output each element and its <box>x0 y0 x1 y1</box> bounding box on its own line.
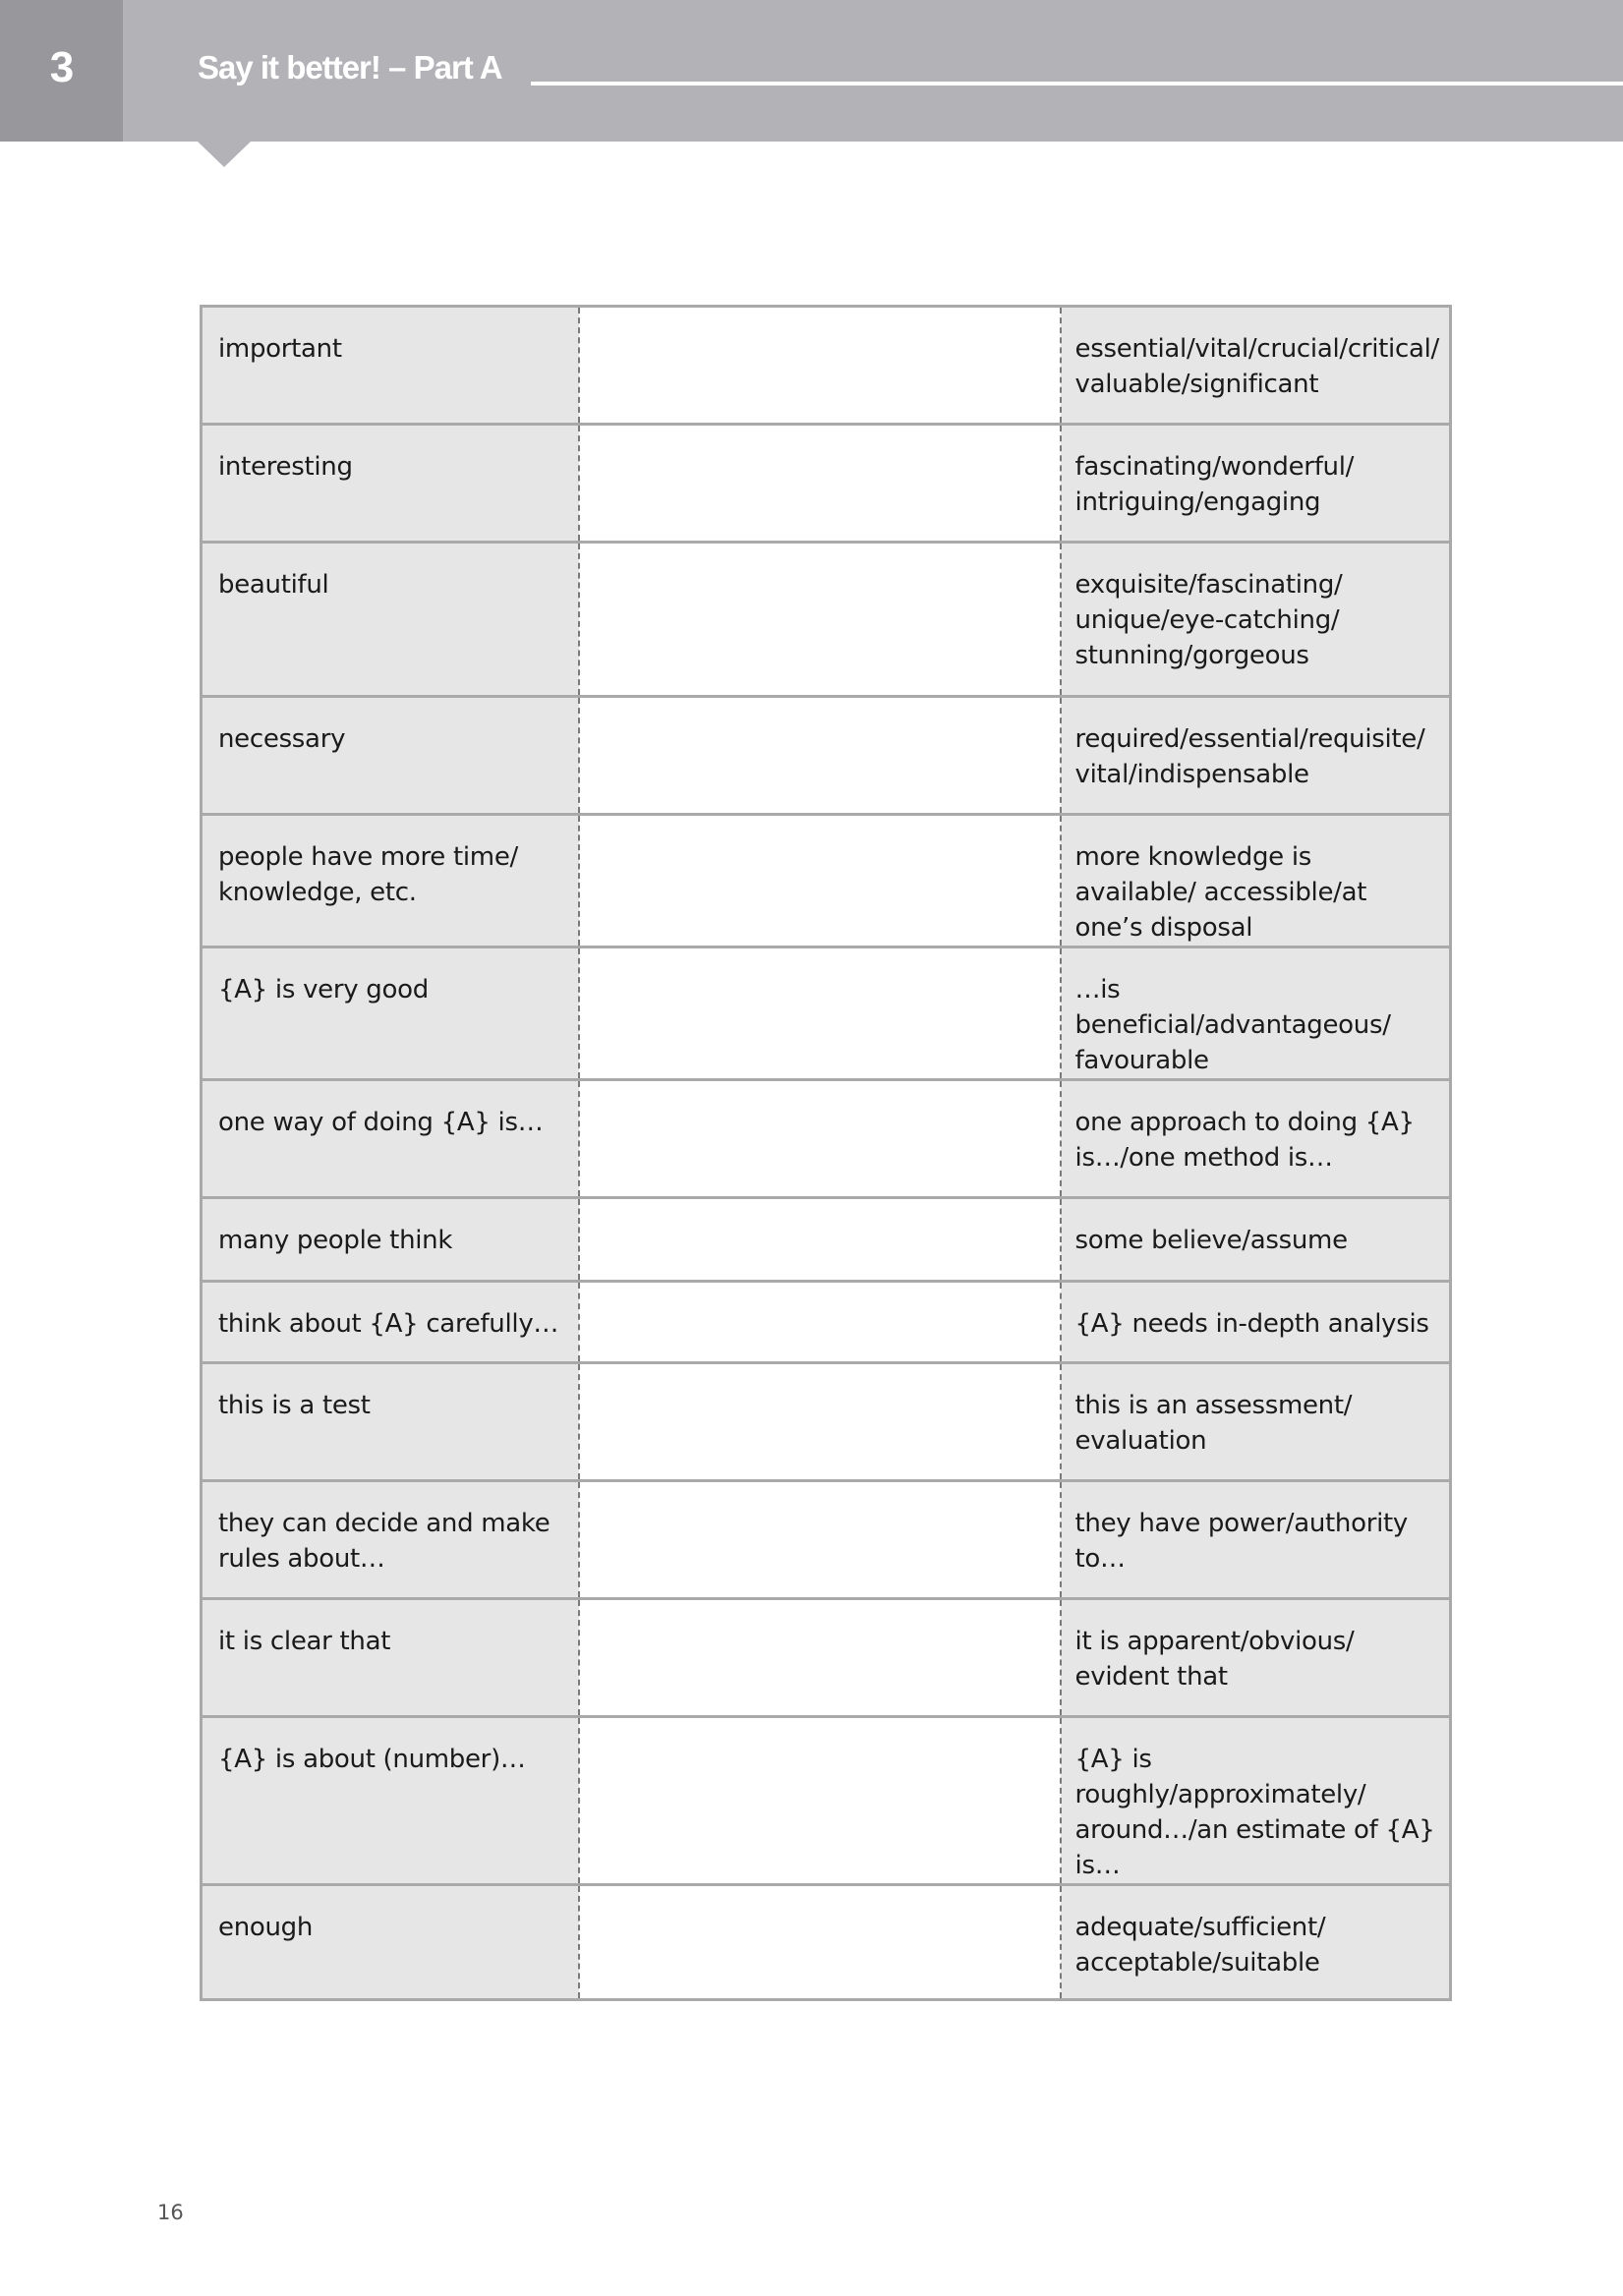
plain-phrase-cell <box>202 1080 579 1198</box>
answer-text <box>580 1283 1060 1306</box>
table-row <box>202 1717 1451 1885</box>
header-pointer-arrow-icon <box>198 142 251 167</box>
answer-blank-cell[interactable] <box>579 1481 1061 1599</box>
better-phrase-cell <box>1061 1198 1451 1282</box>
plain-phrase-text: beautiful <box>218 570 329 600</box>
better-phrase-cell <box>1061 307 1451 425</box>
plain-phrase-cell <box>202 425 579 543</box>
answer-text <box>580 1886 1060 1910</box>
plain-phrase-cell <box>202 1481 579 1599</box>
plain-phrase-cell <box>202 1599 579 1717</box>
plain-phrase-cell <box>202 1717 579 1885</box>
answer-text <box>580 698 1060 721</box>
table-row <box>202 1282 1451 1363</box>
plain-phrase-text: important <box>218 334 342 364</box>
plain-phrase-text: they can decide and make rules about… <box>218 1509 551 1574</box>
better-phrase-cell <box>1061 1717 1451 1885</box>
plain-phrase-cell <box>202 1885 579 2000</box>
better-phrase-text: fascinating/wonderful/ intriguing/engaging <box>1074 452 1355 517</box>
plain-phrase-text: interesting <box>218 452 353 482</box>
table-row <box>202 815 1451 947</box>
better-phrase-cell <box>1061 697 1451 815</box>
plain-phrase-cell <box>202 947 579 1080</box>
answer-text <box>580 948 1060 972</box>
answer-text <box>580 816 1060 839</box>
header-rule-line <box>531 82 1623 86</box>
better-phrase-cell <box>1061 947 1451 1080</box>
vocabulary-table <box>200 305 1452 2001</box>
plain-phrase-text: this is a test <box>218 1391 371 1420</box>
answer-text <box>580 544 1060 567</box>
table-row <box>202 307 1451 425</box>
better-phrase-text: essential/vital/crucial/critical/ valuable/significant <box>1074 334 1439 399</box>
plain-phrase-text: {A} is very good <box>218 975 429 1004</box>
plain-phrase-cell <box>202 697 579 815</box>
plain-phrase-cell <box>202 1282 579 1363</box>
better-phrase-cell <box>1061 543 1451 697</box>
better-phrase-text: some believe/assume <box>1074 1226 1348 1255</box>
better-phrase-cell <box>1061 1599 1451 1717</box>
better-phrase-cell <box>1061 815 1451 947</box>
answer-blank-cell[interactable] <box>579 697 1061 815</box>
plain-phrase-cell <box>202 1198 579 1282</box>
better-phrase-text: this is an assessment/ evaluation <box>1074 1391 1353 1456</box>
answer-blank-cell[interactable] <box>579 815 1061 947</box>
plain-phrase-text: many people think <box>218 1226 453 1255</box>
table-row <box>202 543 1451 697</box>
better-phrase-cell <box>1061 1481 1451 1599</box>
answer-text <box>580 1081 1060 1105</box>
table-row <box>202 1080 1451 1198</box>
page-title: Say it better! – Part A <box>198 49 506 86</box>
answer-text <box>580 1364 1060 1388</box>
better-phrase-text: one approach to doing {A} is…/one method is… <box>1074 1108 1415 1173</box>
answer-blank-cell[interactable] <box>579 947 1061 1080</box>
answer-blank-cell[interactable] <box>579 1885 1061 2000</box>
answer-blank-cell[interactable] <box>579 307 1061 425</box>
plain-phrase-cell <box>202 815 579 947</box>
plain-phrase-text: enough <box>218 1913 314 1942</box>
plain-phrase-text: it is clear that <box>218 1627 391 1656</box>
answer-text <box>580 308 1060 331</box>
table-row <box>202 1885 1451 2000</box>
plain-phrase-text: people have more time/ knowledge, etc. <box>218 842 518 907</box>
answer-text <box>580 1482 1060 1506</box>
answer-blank-cell[interactable] <box>579 1080 1061 1198</box>
answer-blank-cell[interactable] <box>579 425 1061 543</box>
answer-text <box>580 1199 1060 1223</box>
plain-phrase-cell <box>202 543 579 697</box>
plain-phrase-cell <box>202 1363 579 1481</box>
answer-blank-cell[interactable] <box>579 1717 1061 1885</box>
better-phrase-text: more knowledge is available/ accessible/at one’s disposal <box>1074 842 1367 943</box>
answer-text <box>580 1600 1060 1624</box>
better-phrase-cell <box>1061 1282 1451 1363</box>
better-phrase-text: {A} needs in-depth analysis <box>1074 1309 1429 1339</box>
plain-phrase-cell <box>202 307 579 425</box>
better-phrase-cell <box>1061 1080 1451 1198</box>
answer-blank-cell[interactable] <box>579 1198 1061 1282</box>
plain-phrase-text: necessary <box>218 724 346 754</box>
better-phrase-text: {A} is roughly/approximately/ around…/an estimate of {A} is… <box>1074 1745 1435 1880</box>
answer-blank-cell[interactable] <box>579 1599 1061 1717</box>
answer-blank-cell[interactable] <box>579 543 1061 697</box>
answer-blank-cell[interactable] <box>579 1363 1061 1481</box>
better-phrase-text: it is apparent/obvious/ evident that <box>1074 1627 1355 1692</box>
plain-phrase-text: think about {A} carefully… <box>218 1309 559 1339</box>
better-phrase-text: exquisite/fascinating/ unique/eye-catching/ stunning/gorgeous <box>1074 570 1343 670</box>
plain-phrase-text: one way of doing {A} is… <box>218 1108 544 1137</box>
better-phrase-text: …is beneficial/advantageous/ favourable <box>1074 975 1391 1075</box>
table-row <box>202 1599 1451 1717</box>
chapter-number-block <box>0 0 123 142</box>
better-phrase-text: required/essential/requisite/ vital/indispensable <box>1074 724 1425 789</box>
page-number: 16 <box>157 2201 184 2224</box>
chapter-number: 3 <box>49 43 74 91</box>
answer-blank-cell[interactable] <box>579 1282 1061 1363</box>
table-row <box>202 947 1451 1080</box>
table-row <box>202 1198 1451 1282</box>
better-phrase-text: they have power/authority to… <box>1074 1509 1409 1574</box>
chapter-header <box>0 0 1623 142</box>
answer-text <box>580 1718 1060 1742</box>
table-row <box>202 425 1451 543</box>
table-row <box>202 1481 1451 1599</box>
table-row <box>202 697 1451 815</box>
better-phrase-cell <box>1061 425 1451 543</box>
plain-phrase-text: {A} is about (number)… <box>218 1745 526 1774</box>
better-phrase-cell <box>1061 1885 1451 2000</box>
better-phrase-text: adequate/sufficient/ acceptable/suitable <box>1074 1913 1326 1978</box>
answer-text <box>580 426 1060 449</box>
better-phrase-cell <box>1061 1363 1451 1481</box>
table-row <box>202 1363 1451 1481</box>
